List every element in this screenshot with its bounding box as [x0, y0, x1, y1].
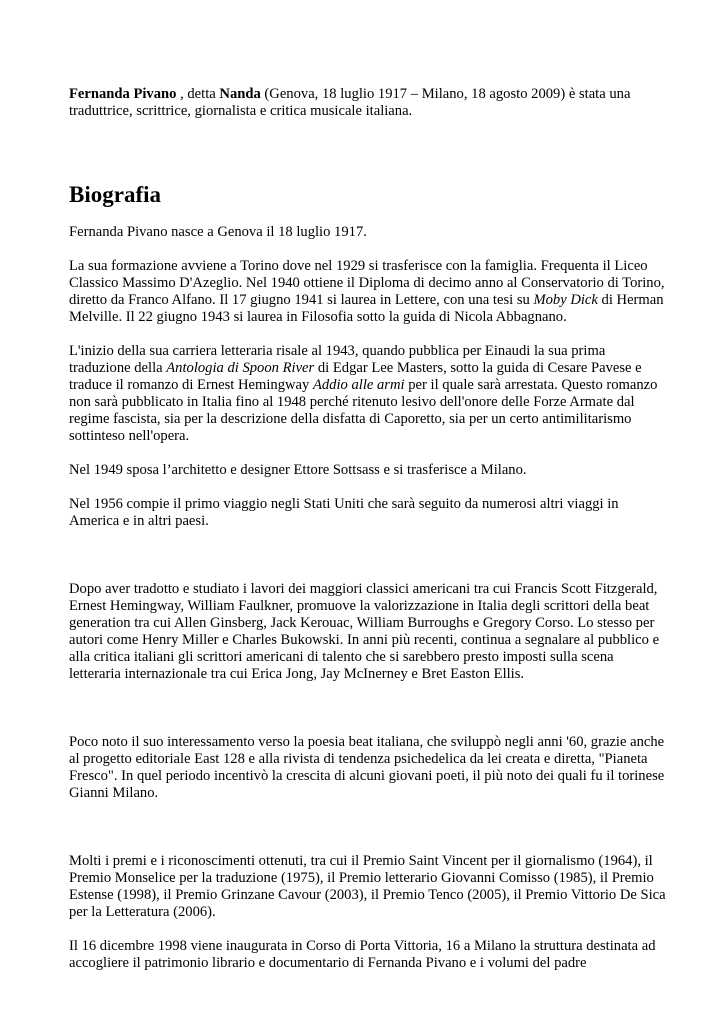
carriera-text-2: di Edgar Lee Masters, sotto la guida di Cesare Pavese e traduce il romanzo di Ernest Hemingway	[69, 360, 642, 393]
carriera-text-1: L'inizio della sua carriera letteraria risale al 1943, quando pubblica per Einaudi la sua prima traduzione della	[69, 343, 606, 376]
carriera-paragraph	[69, 343, 669, 445]
premi-paragraph: Molti i premi e i riconoscimenti ottenuti, tra cui il Premio Saint Vincent per il giornalismo (1964), il Premio Monselice per la traduzione (1975), il Premio letterario Giovanni Comisso (1985), il Premio Estense (1998), il Premio Grinzane Cavour (2003), il Premio Tenco (2005), il Premio Vittorio De Sica per la Letteratura (2006).	[69, 853, 666, 920]
intro-text: (Genova, 18 luglio 1917 – Milano, 18 agosto 2009) è stata una traduttrice, scrittrice, giornalista e critica musicale italiana.	[69, 86, 631, 119]
subject-name: Fernanda Pivano	[69, 86, 177, 102]
formazione-text-1: La sua formazione avviene a Torino dove nel 1929 si trasferisce con la famiglia. Frequenta il Liceo Classico Massimo D'Azeglio. Nel 1940 ottiene il Diploma di decimo anno al Conservatorio di Torino, diretto da Franco Alfano. Il 17 giugno 1941 si laurea in Lettere, con una tesi su	[69, 258, 665, 308]
carriera-text-3: per il quale sarà arrestata. Questo romanzo non sarà pubblicato in Italia fino al 1948 perché ritenuto lesivo dell'onore delle Forze Armate dal regime fascista, sia per la descrizione della disfatta di Caporetto, sia per un certo antimilitarismo sottinteso nell'opera.	[69, 377, 658, 444]
beat-generation-paragraph: Dopo aver tradotto e studiato i lavori dei maggiori classici americani tra cui Francis Scott Fitzgerald, Ernest Hemingway, William Faulkner, promuove la valorizzazione in Italia degli scrittori della beat generation tra cui Allen Ginsberg, Jack Kerouac, William Burroughs e Gregory Corso. Lo stesso per autori come Henry Miller e Charles Bukowski. In anni più recenti, continua a segnalare al pubblico e alla critica italiani gli scrittori americani di talento che si sarebbero presto imposti sulla scena letteraria internazionale tra cui Erica Jong, Jay McInerney e Bret Easton Ellis.	[69, 581, 660, 682]
subject-nickname: Nanda	[219, 86, 261, 102]
poesia-beat-paragraph: Poco noto il suo interessamento verso la poesia beat italiana, che sviluppò negli anni '60, grazie anche al progetto editoriale East 128 e alla rivista di tendenza psichedelica da lei creata e diretta, "Pianeta Fresco". In quel periodo incentivò la crescita di alcuni giovani poeti, il più noto dei quali fu il torinese Gianni Milano.	[69, 734, 665, 801]
book-title-moby-dick: Moby Dick	[533, 292, 598, 308]
formazione-paragraph	[69, 258, 669, 326]
book-title-addio-alle-armi: Addio alle armi	[312, 377, 405, 393]
book-title-spoon-river: Antologia di Spoon River	[166, 360, 315, 376]
formazione-text-2: di Herman Melville. Il 22 giugno 1943 si laurea in Filosofia sotto la guida di Nicola Abbagnano.	[69, 292, 664, 325]
birth-paragraph: Fernanda Pivano nasce a Genova il 18 luglio 1917.	[69, 224, 367, 240]
section-heading-biografia: Biografia	[69, 182, 161, 207]
document-page	[69, 86, 669, 972]
intro-separator: , detta	[176, 86, 220, 102]
corso-porta-vittoria-paragraph: Il 16 dicembre 1998 viene inaugurata in Corso di Porta Vittoria, 16 a Milano la struttura destinata ad accogliere il patrimonio librario e documentario di Fernanda Pivano e i volumi del padre	[69, 938, 656, 971]
intro-paragraph	[69, 86, 669, 120]
matrimonio-paragraph: Nel 1949 sposa l’architetto e designer Ettore Sottsass e si trasferisce a Milano.	[69, 462, 527, 478]
usa-paragraph: Nel 1956 compie il primo viaggio negli Stati Uniti che sarà seguito da numerosi altri viaggi in America e in altri paesi.	[69, 496, 619, 529]
